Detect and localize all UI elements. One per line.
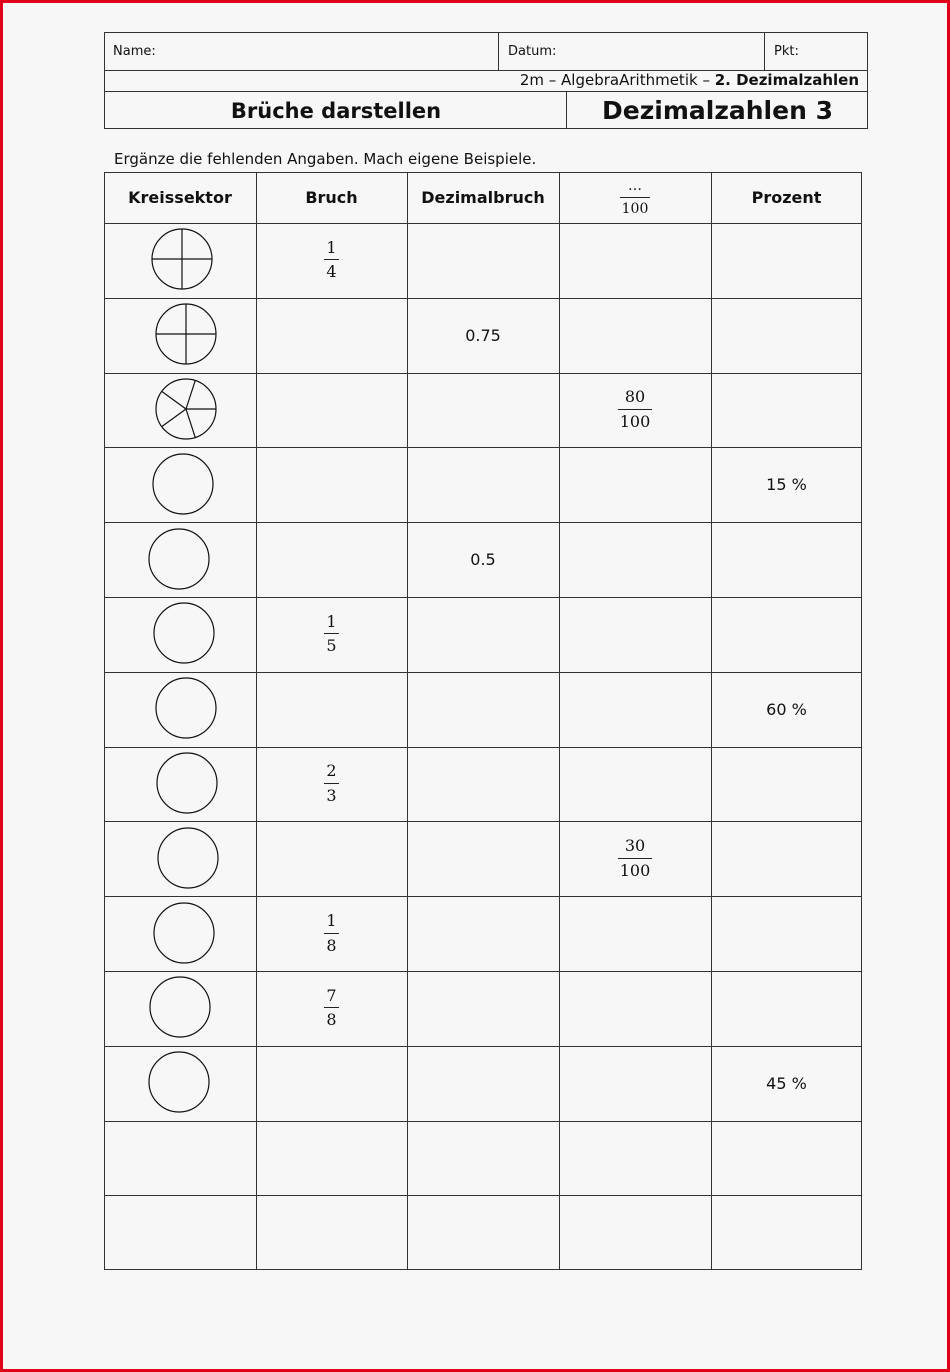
- sector-circle: [147, 1050, 211, 1114]
- hundredths-cell: [559, 373, 711, 448]
- percent-cell: 60 %: [766, 699, 807, 719]
- fraction-numerator: 1: [326, 611, 337, 631]
- table-col-line: [256, 172, 257, 1270]
- sector-circle: [152, 901, 216, 965]
- column-header-label: Dezimalbruch: [421, 188, 545, 207]
- worksheet-header: [104, 32, 868, 129]
- fraction-denominator: 100: [619, 860, 651, 880]
- sector-circle: [154, 302, 218, 366]
- column-header: [711, 172, 862, 223]
- instruction-text: Ergänze die fehlenden Angaben. Mach eigene Beispiele.: [114, 150, 537, 168]
- fraction-value: [324, 910, 338, 955]
- course-line: [520, 71, 859, 89]
- sector-circle: [147, 527, 211, 591]
- column-header: [407, 172, 559, 223]
- fraction-value: [324, 763, 338, 805]
- worksheet-title: Brüche darstellen: [230, 98, 442, 123]
- sector-circle: [154, 377, 218, 441]
- table-row-line: [104, 223, 862, 224]
- sheet-title: Dezimalzahlen 3: [602, 96, 833, 125]
- decimal-cell: 0.75: [465, 325, 501, 345]
- table-row-line: [104, 1269, 862, 1270]
- percent-cell: 45 %: [766, 1073, 807, 1093]
- fraction-cell: [256, 747, 407, 822]
- fraction-denominator: 100: [621, 200, 649, 217]
- sector-circle: [154, 676, 218, 740]
- column-header-label: Kreissektor: [128, 188, 232, 207]
- column-header: [104, 172, 256, 223]
- fraction-denominator: 5: [326, 636, 337, 656]
- sector-circle: [156, 826, 220, 890]
- column-header-label: Bruch: [305, 188, 358, 207]
- table-row-line: [104, 597, 862, 598]
- hundredths-value: [618, 835, 653, 880]
- hundredths-value: [618, 389, 653, 431]
- date-label: Datum:: [508, 44, 557, 59]
- table-row-line: [104, 747, 862, 748]
- sector-circle: [150, 227, 214, 291]
- table-row-line: [104, 1121, 862, 1122]
- sector-circle: [148, 975, 212, 1039]
- percent-cell: 15 %: [766, 475, 807, 495]
- fraction-cell: [256, 223, 407, 298]
- fraction-cell: [256, 896, 407, 971]
- fraction-numerator: 1: [326, 237, 337, 257]
- fraction-numerator: 2: [326, 761, 337, 781]
- table-row-line: [104, 971, 862, 972]
- fraction-denominator: 3: [326, 785, 337, 805]
- table-row-line: [104, 821, 862, 822]
- table-row-line: [104, 373, 862, 374]
- points-label: Pkt:: [774, 44, 799, 59]
- sector-circle: [155, 751, 219, 815]
- fraction-cell: [256, 597, 407, 672]
- column-header: [559, 172, 711, 223]
- table-row-line: [104, 896, 862, 897]
- fraction-cell: [256, 971, 407, 1046]
- sector-circle: [151, 452, 215, 516]
- fraction-numerator: 7: [326, 985, 337, 1005]
- fraction-numerator: 80: [624, 387, 646, 407]
- fraction-value: [324, 611, 338, 656]
- fraction-denominator: 8: [326, 935, 337, 955]
- exercise-table: [104, 172, 862, 1270]
- fraction-value: [324, 985, 338, 1030]
- hundredths-header: [620, 179, 651, 216]
- fraction-denominator: 100: [619, 411, 651, 431]
- course-chapter: 2. Dezimalzahlen: [714, 71, 859, 89]
- hundredths-cell: [559, 821, 711, 896]
- name-label: Name:: [113, 44, 156, 59]
- column-header: [256, 172, 407, 223]
- fraction-value: [324, 237, 338, 282]
- fraction-numerator: 1: [326, 910, 337, 930]
- table-col-line: [104, 172, 105, 1270]
- column-header-label: Prozent: [751, 188, 822, 207]
- fraction-denominator: 8: [326, 1010, 337, 1030]
- fraction-denominator: 4: [326, 262, 337, 282]
- table-row-line: [104, 1195, 862, 1196]
- course-prefix: 2m – AlgebraArithmetik –: [519, 71, 715, 89]
- table-col-line: [559, 172, 560, 1270]
- fraction-numerator: …: [627, 177, 642, 194]
- fraction-numerator: 30: [624, 835, 646, 855]
- sector-circle: [152, 601, 216, 665]
- decimal-cell: 0.5: [470, 550, 496, 570]
